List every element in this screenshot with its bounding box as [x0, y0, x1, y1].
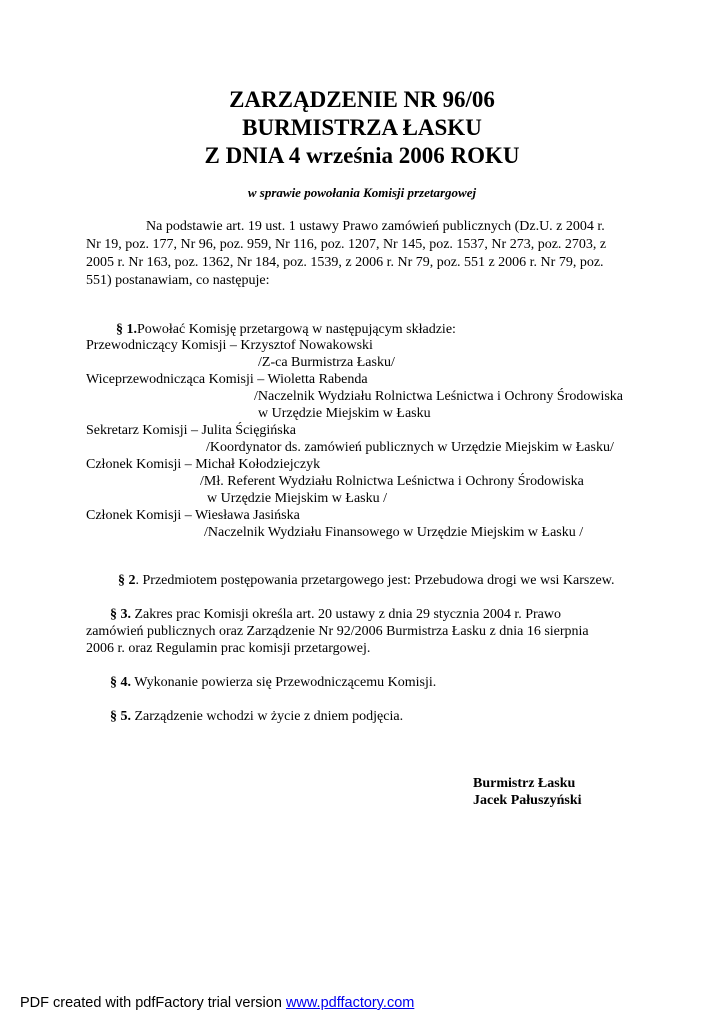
section-5-text: Zarządzenie wchodzi w życie z dniem podjęcia. — [131, 709, 404, 724]
section-4-mark: § 4. — [110, 675, 131, 690]
committee-member-1-role-2: w Urzędzie Miejskim w Łasku / — [207, 491, 388, 506]
section-3-mark: § 3. — [110, 607, 131, 622]
document-title-line-1: ZARZĄDZENIE NR 96/06 — [229, 87, 495, 112]
committee-secretary-role: /Koordynator ds. zamówień publicznych w Urzędzie Miejskim w Łasku/ — [206, 440, 614, 455]
section-2 — [118, 573, 614, 589]
committee-member-1: Członek Komisji – Michał Kołodziejczyk — [86, 457, 321, 472]
committee-vice-chair: Wiceprzewodnicząca Komisji – Wioletta Rabenda — [86, 372, 368, 387]
committee-chair-role: /Z-ca Burmistrza Łasku/ — [258, 355, 395, 370]
pdf-footer-text: PDF created with pdfFactory trial version — [20, 995, 286, 1011]
section-5-mark: § 5. — [110, 709, 131, 724]
section-3-text-1: Zakres prac Komisji określa art. 20 ustawy z dnia 29 stycznia 2004 r. Prawo — [131, 607, 562, 622]
section-1-mark: § 1. — [116, 322, 137, 337]
section-3-line-1 — [110, 607, 561, 623]
section-5 — [110, 709, 403, 725]
section-1-intro — [116, 322, 456, 338]
committee-vice-chair-role-2: w Urzędzie Miejskim w Łasku — [258, 406, 431, 421]
section-2-text: . Przedmiotem postępowania przetargowego jest: Przebudowa drogi we wsi Karszew. — [135, 573, 615, 588]
preamble-line-4: 551) postanawiam, co następuje: — [86, 273, 270, 288]
document-title-line-2: BURMISTRZA ŁASKU — [242, 115, 482, 140]
signature-name: Jacek Pałuszyński — [473, 793, 582, 808]
document-title-line-3: Z DNIA 4 września 2006 ROKU — [204, 143, 520, 168]
committee-chair: Przewodniczący Komisji – Krzysztof Nowakowski — [86, 338, 373, 353]
pdf-footer — [20, 995, 414, 1011]
preamble-line-3: 2005 r. Nr 163, poz. 1362, Nr 184, poz. 1539, z 2006 r. Nr 79, poz. 551 z 2006 r. Nr 79, poz. — [86, 255, 604, 270]
committee-member-1-role-1: /Mł. Referent Wydziału Rolnictwa Leśnictwa i Ochrony Środowiska — [200, 474, 584, 489]
section-4-text: Wykonanie powierza się Przewodniczącemu Komisji. — [131, 675, 437, 690]
section-2-mark: § 2 — [118, 573, 136, 588]
committee-vice-chair-role-1: /Naczelnik Wydziału Rolnictwa Leśnictwa i Ochrony Środowiska — [254, 389, 624, 404]
section-3-line-3: 2006 r. oraz Regulamin prac komisji przetargowej. — [86, 641, 371, 656]
committee-member-2-role: /Naczelnik Wydziału Finansowego w Urzędzie Miejskim w Łasku / — [204, 525, 584, 540]
pdf-footer-link[interactable]: www.pdffactory.com — [285, 995, 415, 1011]
preamble-line-2: Nr 19, poz. 177, Nr 96, poz. 959, Nr 116, poz. 1207, Nr 145, poz. 1537, Nr 273, poz. 2703, z — [86, 237, 607, 252]
signature-title: Burmistrz Łasku — [473, 776, 576, 791]
committee-member-2: Członek Komisji – Wiesława Jasińska — [86, 508, 300, 523]
section-4 — [110, 675, 436, 691]
committee-secretary: Sekretarz Komisji – Julita Ścięgińska — [86, 423, 296, 438]
section-3-line-2: zamówień publicznych oraz Zarządzenie Nr 92/2006 Burmistrza Łasku z dnia 16 sierpnia — [86, 624, 589, 639]
section-1-intro-text: Powołać Komisję przetargową w następującym składzie: — [137, 322, 456, 337]
document-subject: w sprawie powołania Komisji przetargowej — [247, 185, 477, 200]
preamble-line-1: Na podstawie art. 19 ust. 1 ustawy Prawo zamówień publicznych (Dz.U. z 2004 r. — [146, 219, 605, 234]
